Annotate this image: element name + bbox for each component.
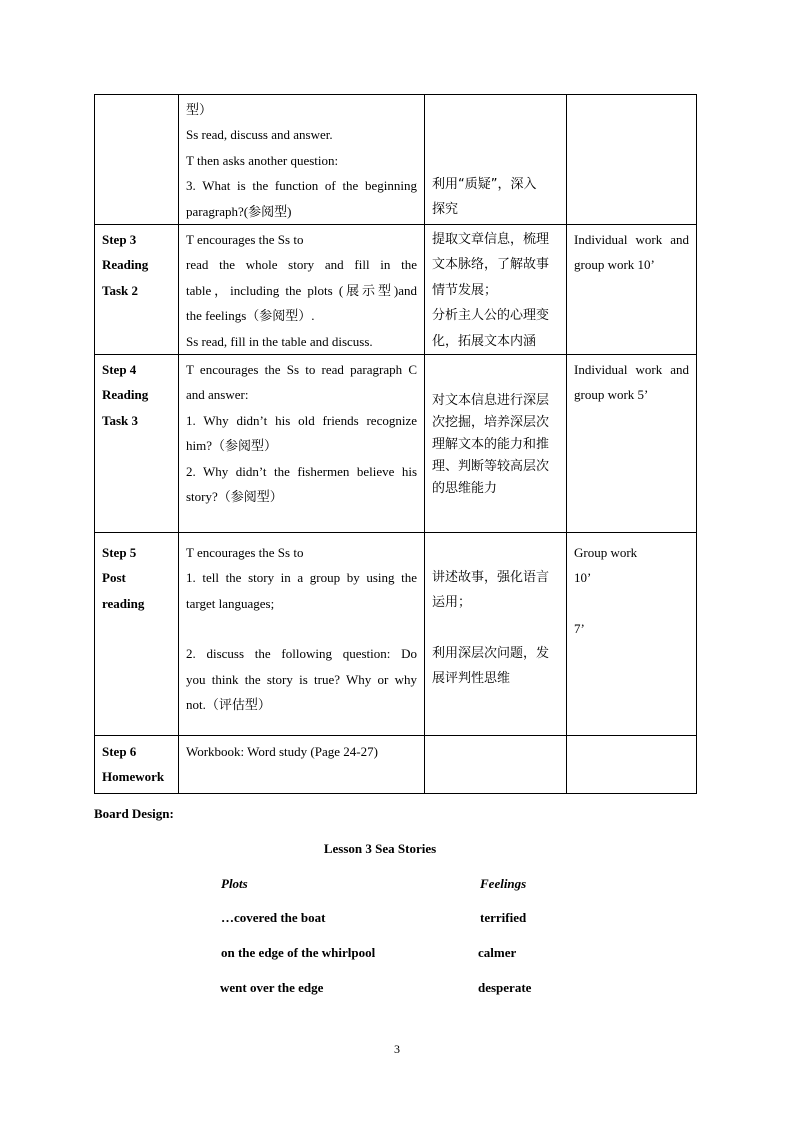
purpose-line: 展评判性思维 <box>432 671 511 687</box>
purpose-line: 情节发展； <box>432 282 498 298</box>
mode-cell <box>567 736 697 794</box>
content-line: not.（评估型） <box>186 697 271 713</box>
content-line: T encourages the Ss to <box>186 232 304 248</box>
board-feeling-item: calmer <box>478 945 517 960</box>
step-cell <box>95 225 179 355</box>
content-line: 2. discuss the following question: Do <box>186 646 417 662</box>
mode-line: group work 5’ <box>574 387 649 403</box>
mode-line <box>574 591 689 616</box>
content-line: Ss read, discuss and answer. <box>186 127 333 143</box>
purpose-line: 利用“质疑”，深入 <box>432 177 537 192</box>
lesson-plan-table <box>94 94 697 794</box>
purpose-line: 化，拓展文本内涵 <box>432 333 537 349</box>
content-line: table，including the plots (展示型)and <box>186 282 417 298</box>
step-cell <box>95 736 179 794</box>
content-cell <box>179 355 425 533</box>
table-row <box>95 355 697 533</box>
purpose-line: 对文本信息进行深层 <box>432 392 550 408</box>
step-line: Task 2 <box>102 282 139 298</box>
content-line: 型） <box>186 102 213 117</box>
content-line: T then asks another question: <box>186 152 339 168</box>
board-plot-item: on the edge of the whirlpool <box>221 945 376 960</box>
step-line: Reading <box>102 257 149 273</box>
mode-cell <box>567 533 697 736</box>
content-line: 1. tell the story in a group by using the <box>186 570 417 586</box>
step-line: Step 6 <box>102 744 137 760</box>
purpose-line <box>432 97 559 122</box>
purpose-line: 运用； <box>432 595 472 611</box>
content-line: paragraph?(参阅型) <box>186 203 292 219</box>
step-line: Reading <box>102 387 149 403</box>
purpose-cell <box>425 225 567 355</box>
content-line <box>186 616 417 641</box>
content-line: Workbook: Word study (Page 24-27) <box>186 744 378 760</box>
purpose-line: 的思维能力 <box>432 480 498 496</box>
mode-cell <box>567 95 697 225</box>
content-cell <box>179 533 425 736</box>
board-plot-item: …covered the boat <box>221 910 326 925</box>
mode-line: group work 10’ <box>574 257 655 273</box>
feelings-header: Feelings <box>480 876 527 891</box>
purpose-line: 提取文章信息，梳理 <box>432 232 550 248</box>
content-line: him?（参阅型） <box>186 438 277 454</box>
content-cell <box>179 736 425 794</box>
board-feeling-item: terrified <box>480 910 527 925</box>
mode-line: Group work <box>574 545 638 561</box>
step-cell <box>95 95 179 225</box>
purpose-line <box>432 540 559 565</box>
content-line: 2. Why didn’t the fishermen believe his <box>186 463 417 479</box>
board-plot-item: went over the edge <box>220 980 324 995</box>
mode-line: Individual work and <box>574 232 689 248</box>
step-line: Step 3 <box>102 232 137 248</box>
board-title: Lesson 3 Sea Stories <box>323 841 437 856</box>
content-line: read the whole story and fill in the <box>186 257 417 273</box>
purpose-line: 理、判断等较高层次 <box>432 458 550 474</box>
table-row <box>95 736 697 794</box>
step-cell <box>95 355 179 533</box>
board-design-label: Board Design: <box>94 806 174 821</box>
page-number: 3 <box>394 1042 400 1056</box>
step-cell <box>95 533 179 736</box>
mode-line: 10’ <box>574 570 592 586</box>
purpose-line <box>432 147 559 172</box>
step-line: Homework <box>102 769 165 785</box>
content-line: T encourages the Ss to read paragraph C <box>186 362 417 378</box>
content-line: target languages; <box>186 595 275 611</box>
purpose-cell <box>425 533 567 736</box>
plots-header: Plots <box>221 876 248 891</box>
purpose-line <box>432 616 559 641</box>
content-line: 1. Why didn’t his old friends recognize <box>186 412 417 428</box>
purpose-line: 讲述故事，强化语言 <box>432 570 550 586</box>
content-line: the feelings（参阅型）. <box>186 308 315 324</box>
mode-cell <box>567 225 697 355</box>
content-line: Ss read, fill in the table and discuss. <box>186 333 373 349</box>
purpose-line: 次挖掘，培养深层次 <box>432 414 550 430</box>
content-cell <box>179 225 425 355</box>
purpose-line: 利用深层次问题，发 <box>432 645 550 661</box>
step-line: Step 4 <box>102 362 137 378</box>
purpose-line <box>432 122 559 147</box>
purpose-cell <box>425 736 567 794</box>
table-row <box>95 533 697 736</box>
mode-line: Individual work and <box>574 362 689 378</box>
mode-cell <box>567 355 697 533</box>
content-line: T encourages the Ss to <box>186 545 304 561</box>
table-row <box>95 95 697 225</box>
step-line: reading <box>102 595 145 611</box>
purpose-cell <box>425 95 567 225</box>
purpose-line: 探究 <box>432 202 459 218</box>
purpose-line: 文本脉络，了解故事 <box>432 257 550 273</box>
purpose-line: 理解文本的能力和推 <box>432 436 550 452</box>
board-feeling-item: desperate <box>478 980 532 995</box>
step-line: Step 5 <box>102 545 137 561</box>
content-line: 3. What is the function of the beginning <box>186 178 417 194</box>
content-line: you think the story is true? Why or why <box>186 671 417 687</box>
content-cell <box>179 95 425 225</box>
mode-line: 7’ <box>574 620 585 636</box>
content-line: and answer: <box>186 387 249 403</box>
step-line: Task 3 <box>102 412 139 428</box>
table-row <box>95 225 697 355</box>
content-line: story?（参阅型） <box>186 489 283 505</box>
purpose-line: 分析主人公的心理变 <box>432 308 550 324</box>
purpose-cell <box>425 355 567 533</box>
table-body <box>95 95 697 794</box>
step-line: Post <box>102 570 126 586</box>
